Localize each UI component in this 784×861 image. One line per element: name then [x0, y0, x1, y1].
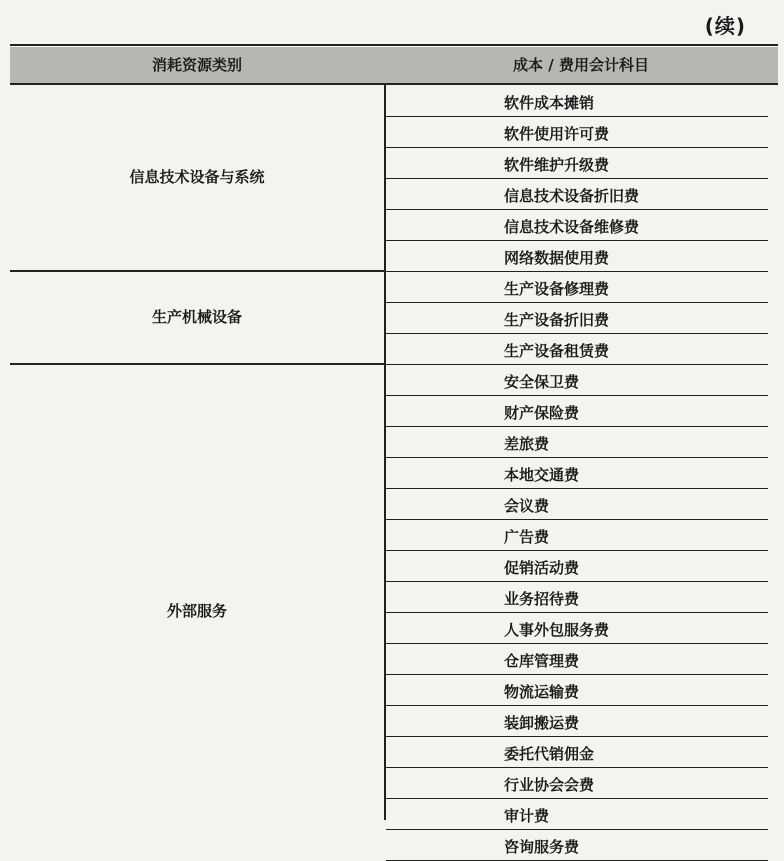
account-subject-cell: 人事外包服务费	[504, 621, 610, 639]
category-separator	[10, 363, 384, 365]
account-subject-cell: 软件使用许可费	[504, 125, 610, 143]
table-row	[386, 736, 768, 768]
table-row	[386, 767, 768, 799]
table-row	[386, 147, 768, 179]
table-row	[386, 457, 768, 489]
account-subject-cell: 生产设备折旧费	[504, 311, 610, 329]
account-subject-cell: 装卸搬运费	[504, 714, 580, 732]
table-header	[10, 47, 778, 85]
table-row	[386, 550, 768, 582]
table-row	[386, 395, 768, 427]
header-account-subject: 成本 / 费用会计科目	[513, 56, 649, 74]
account-subject-cell: 广告费	[504, 528, 550, 546]
account-subject-cell: 委托代销佣金	[504, 745, 595, 763]
table-row	[386, 271, 768, 303]
table-row	[386, 302, 768, 334]
table-row	[386, 643, 768, 675]
account-subject-cell: 本地交通费	[504, 466, 580, 484]
account-subject-cell: 仓库管理费	[504, 652, 580, 670]
account-subject-cell: 生产设备租赁费	[504, 342, 610, 360]
table-row	[386, 519, 768, 551]
table-row	[386, 426, 768, 458]
table-row	[386, 581, 768, 613]
table-row	[386, 178, 768, 210]
account-subject-cell: 行业协会会费	[504, 776, 595, 794]
account-subject-cell: 差旅费	[504, 435, 550, 453]
table-row	[386, 674, 768, 706]
table-row	[386, 612, 768, 644]
account-subject-cell: 促销活动费	[504, 559, 580, 577]
account-subject-cell: 信息技术设备折旧费	[504, 187, 640, 205]
table-row	[386, 705, 768, 737]
account-subject-cell: 安全保卫费	[504, 373, 580, 391]
table-row	[386, 364, 768, 396]
account-subject-cell: 审计费	[504, 807, 550, 825]
table-row	[386, 209, 768, 241]
table-row	[386, 85, 768, 117]
account-subject-cell: 软件成本摊销	[504, 94, 595, 112]
account-subject-cell: 软件维护升级费	[504, 156, 610, 174]
resource-category-cell: 信息技术设备与系统	[129, 168, 265, 186]
account-subject-cell: 生产设备修理费	[504, 280, 610, 298]
header-resource-category: 消耗资源类别	[151, 56, 242, 74]
resource-category-cell: 外部服务	[166, 602, 227, 620]
table-row	[386, 829, 768, 861]
category-separator	[10, 270, 384, 272]
table-row	[386, 116, 768, 148]
table-row	[386, 798, 768, 830]
account-subject-cell: 物流运输费	[504, 683, 580, 701]
account-subject-cell: 业务招待费	[504, 590, 580, 608]
table-row	[386, 488, 768, 520]
continued-label: (续)	[704, 14, 746, 38]
account-subject-cell: 财产保险费	[504, 404, 580, 422]
account-subject-cell: 会议费	[504, 497, 550, 515]
table-row	[386, 240, 768, 272]
resource-category-cell: 生产机械设备	[151, 307, 242, 326]
account-subject-cell: 网络数据使用费	[504, 249, 610, 267]
account-subject-cell: 信息技术设备维修费	[504, 218, 640, 236]
table-top-rule	[10, 44, 778, 46]
table-row	[386, 333, 768, 365]
account-subject-cell: 咨询服务费	[504, 838, 580, 856]
